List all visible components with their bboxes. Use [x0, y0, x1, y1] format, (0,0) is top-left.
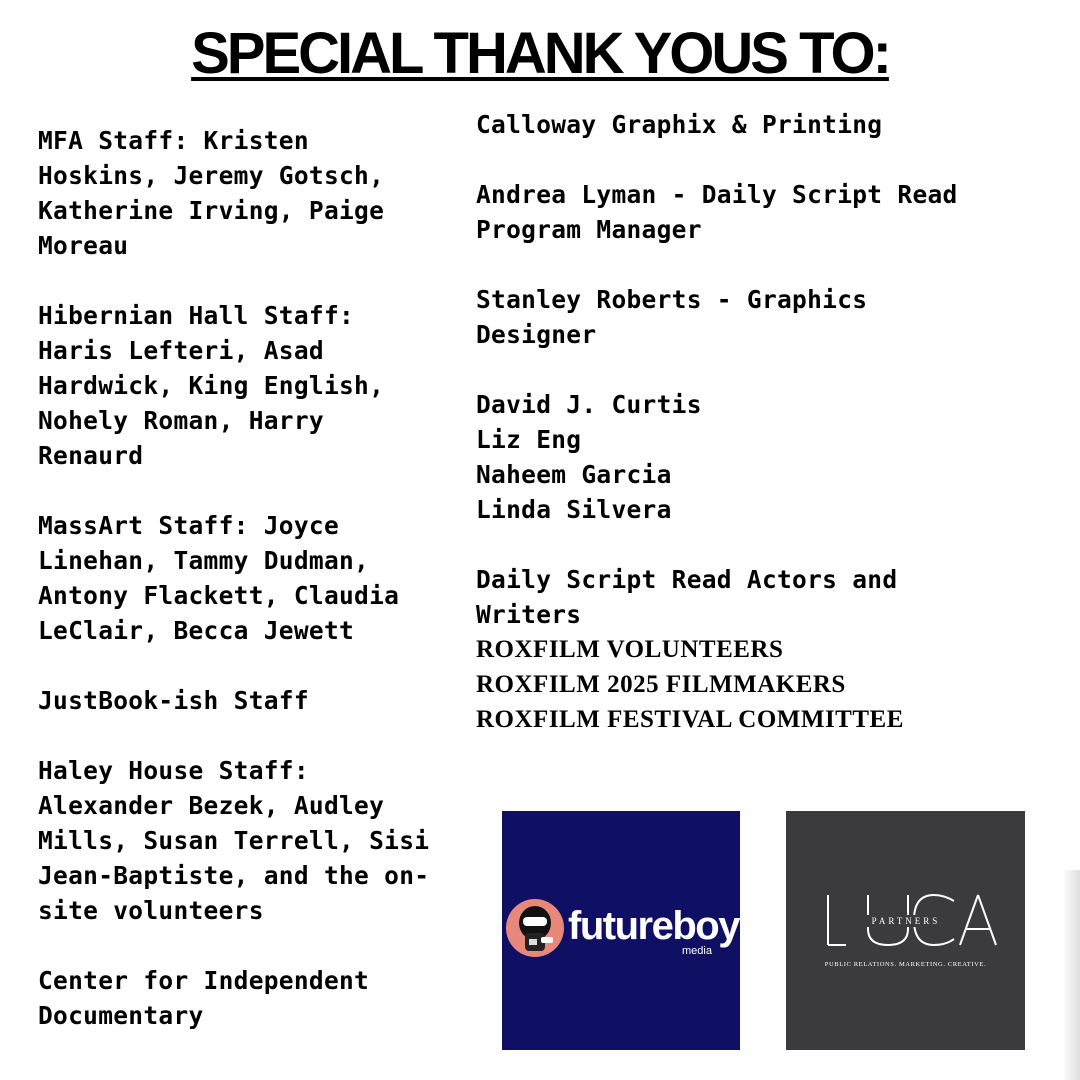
thanks-line: Writers: [476, 600, 582, 629]
thanks-line: MassArt Staff: Joyce: [38, 511, 340, 540]
page-title: SPECIAL THANK YOUS TO:: [191, 21, 889, 86]
thanks-line: Naheem Garcia: [476, 460, 672, 489]
thanks-line: Program Manager: [476, 215, 702, 244]
thanks-entry-massart: [38, 508, 473, 648]
thanks-line: Andrea Lyman - Daily Script Read: [476, 180, 958, 209]
luca-tagline: PUBLIC RELATIONS. MARKETING. CREATIVE.: [824, 961, 987, 968]
thanks-entry-roxfilm-groups: [476, 562, 1076, 737]
thanks-line: Nohely Roman, Harry: [38, 406, 324, 435]
luca-partners-label: PARTNERS: [856, 915, 956, 927]
luca-partners-logo: [786, 811, 1025, 1050]
thanks-line: Moreau: [38, 231, 129, 260]
futureboy-media-label: media: [682, 945, 712, 957]
thanks-line: site volunteers: [38, 896, 264, 925]
thanks-line: ROXFILM 2025 FILMMAKERS: [476, 671, 846, 698]
thanks-line: Jean-Baptiste, and the on-: [38, 861, 430, 890]
thanks-line: Renaurd: [38, 441, 144, 470]
thanks-line: Haley House Staff:: [38, 756, 309, 785]
thanks-line: David J. Curtis: [476, 390, 702, 419]
thanks-line: Haris Lefteri, Asad: [38, 336, 324, 365]
thanks-line: Linehan, Tammy Dudman,: [38, 546, 370, 575]
thanks-line: Liz Eng: [476, 425, 582, 454]
thanks-entry-individuals: [476, 387, 1076, 527]
thanks-line: Designer: [476, 320, 597, 349]
thanks-entry-hibernian-hall: [38, 298, 473, 473]
thanks-line: Documentary: [38, 1001, 204, 1030]
thanks-line: Mills, Susan Terrell, Sisi: [38, 826, 430, 855]
thanks-entry-mfa: [38, 123, 473, 263]
thanks-line: Linda Silvera: [476, 495, 672, 524]
thanks-line: Antony Flackett, Claudia: [38, 581, 400, 610]
thanks-entry-calloway: [476, 107, 1076, 142]
futureboy-wordmark: futureboy: [568, 904, 739, 948]
thanks-line: Calloway Graphix & Printing: [476, 110, 883, 139]
thanks-entry-center-independent-documentary: [38, 963, 473, 1033]
astronaut-helmet-icon: [500, 893, 570, 963]
page-edge-shadow: [1062, 870, 1080, 1080]
thanks-line: MFA Staff: Kristen: [38, 126, 309, 155]
left-column: [38, 123, 473, 1068]
thanks-entry-andrea-lyman: [476, 177, 1076, 247]
thanks-line: Hardwick, King English,: [38, 371, 385, 400]
thanks-line: Center for Independent: [38, 966, 370, 995]
thanks-line: ROXFILM VOLUNTEERS: [476, 636, 784, 663]
thanks-line: ROXFILM FESTIVAL COMMITTEE: [476, 706, 904, 733]
thanks-line: Hibernian Hall Staff:: [38, 301, 355, 330]
thanks-line: Stanley Roberts - Graphics: [476, 285, 868, 314]
thanks-entry-stanley-roberts: [476, 282, 1076, 352]
thanks-entry-justbookish: [38, 683, 473, 718]
thanks-line: Hoskins, Jeremy Gotsch,: [38, 161, 385, 190]
futureboy-media-logo: [502, 811, 740, 1050]
thanks-line: Katherine Irving, Paige: [38, 196, 385, 225]
thanks-line: LeClair, Becca Jewett: [38, 616, 355, 645]
thanks-line: Alexander Bezek, Audley: [38, 791, 385, 820]
right-column: [476, 107, 1076, 772]
thanks-line: JustBook-ish Staff: [38, 686, 309, 715]
thanks-entry-haley-house: [38, 753, 473, 928]
thanks-line: Daily Script Read Actors and: [476, 565, 898, 594]
